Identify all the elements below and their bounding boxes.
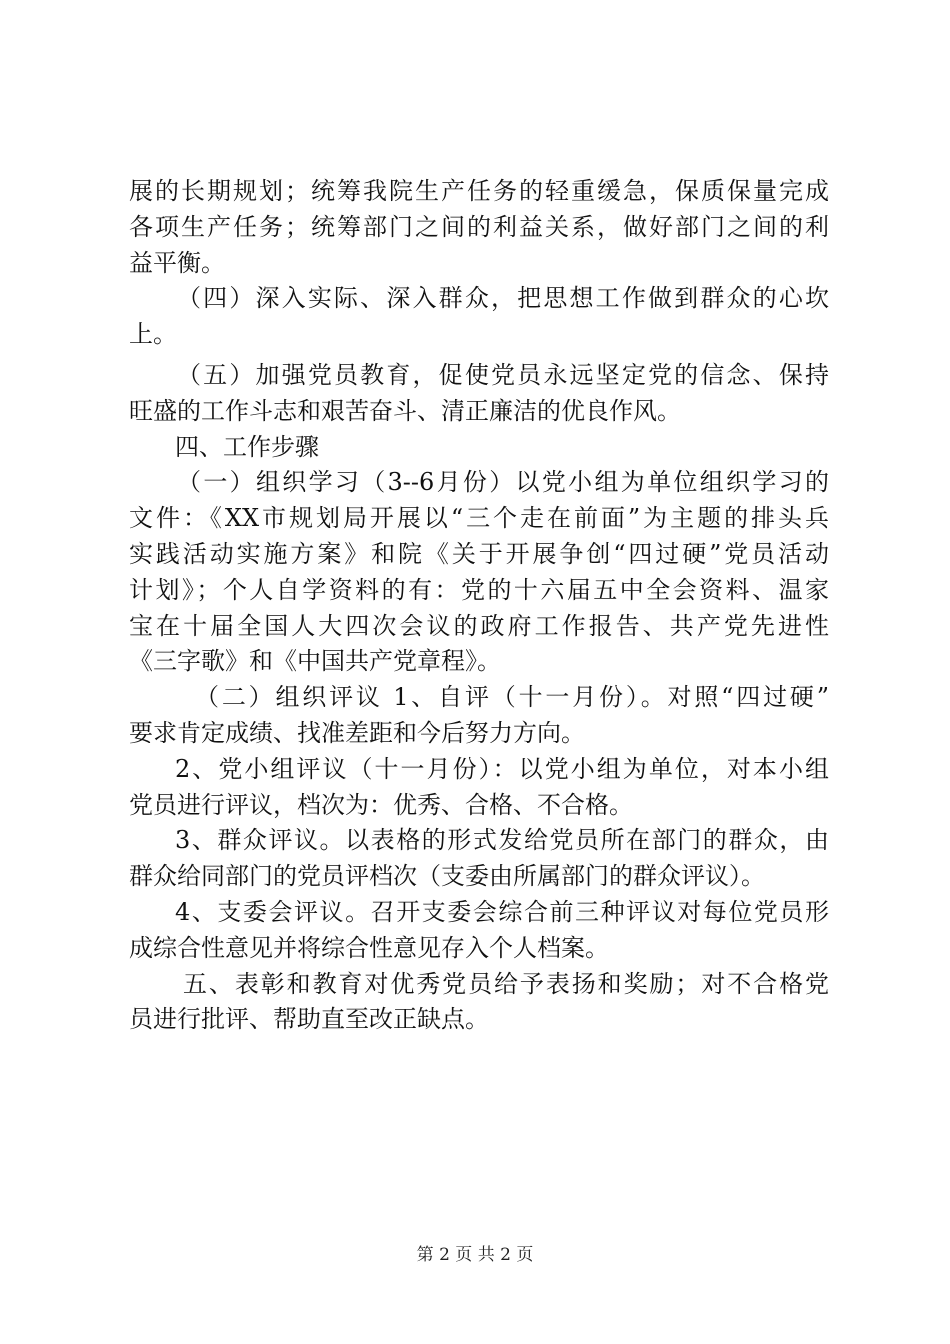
text-line: 益平衡。 — [129, 248, 225, 277]
text-line: 要求肯定成绩、找准差距和今后努力方向。 — [129, 718, 585, 747]
work-steps-heading: 四、工作步骤 — [175, 432, 319, 461]
text-line: 成综合性意见并将综合性意见存入个人档案。 — [129, 933, 609, 962]
text-line: 实践活动实施方案》和院《关于开展争创“四过硬”党员活动 — [129, 539, 829, 568]
mass-review-item: 3、群众评议。以表格的形式发给党员所在部门的群众，由 — [175, 826, 829, 855]
text-line: 《三字歌》和《中国共产党章程》。 — [129, 647, 501, 676]
text-line: 展的长期规划；统筹我院生产任务的轻重缓急，保质保量完成 — [129, 177, 829, 205]
text-line: 上。 — [129, 320, 177, 349]
text-line: 党员进行评议，档次为：优秀、合格、不合格。 — [129, 790, 633, 819]
section-five-heading: （五）加强党员教育，促使党员永远坚定党的信念、保持 — [177, 360, 829, 389]
group-review-item: 2、党小组评议（十一月份）：以党小组为单位，对本小组 — [175, 754, 829, 783]
review-heading: （二）组织评议 1、自评（十一月份）。对照“四过硬” — [195, 683, 829, 712]
text-line: 群众给同部门的党员评档次（支委由所属部门的群众评议）。 — [129, 862, 765, 891]
commendation-heading: 五、表彰和教育对优秀党员给予表扬和奖励；对不合格党 — [183, 969, 829, 998]
document-body — [129, 174, 829, 1038]
text-line: 旺盛的工作斗志和艰苦奋斗、清正廉洁的优良作风。 — [129, 396, 681, 425]
section-four-heading: （四）深入实际、深入群众，把思想工作做到群众的心坎 — [177, 284, 829, 313]
text-line: 员进行批评、帮助直至改正缺点。 — [129, 1005, 489, 1034]
study-heading: （一）组织学习（3--6月份）以党小组为单位组织学习的 — [177, 468, 829, 497]
page-footer: 第 2 页 共 2 页 — [416, 1245, 534, 1265]
text-line: 计划》；个人自学资料的有：党的十六届五中全会资料、温家 — [129, 575, 829, 604]
text-line: 各项生产任务；统筹部门之间的利益关系，做好部门之间的利 — [129, 212, 829, 241]
text-line: 宝在十届全国人大四次会议的政府工作报告、共产党先进性 — [129, 611, 829, 640]
text-line: 文件：《XX市规划局开展以“三个走在前面”为主题的排头兵 — [129, 504, 829, 533]
committee-review-item: 4、支委会评议。召开支委会综合前三种评议对每位党员形 — [175, 897, 829, 926]
